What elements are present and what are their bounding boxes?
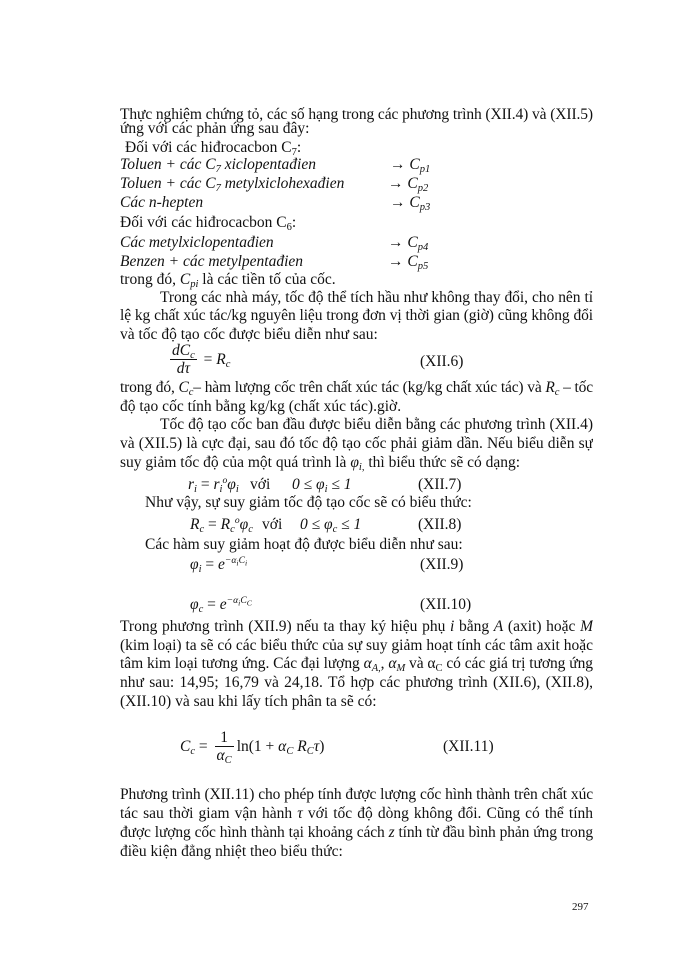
reaction-lhs (120, 253, 303, 271)
text-segment: → (388, 234, 408, 251)
equation (190, 516, 253, 534)
text-line (160, 416, 593, 434)
text-segment: được lượng cốc hình thành tại khoảng cách (120, 824, 389, 841)
text-segment: tác sau thời giam vận hành (120, 805, 298, 822)
text-segment: bằng (454, 618, 494, 635)
fraction (170, 342, 197, 377)
text-segment: C (407, 175, 418, 192)
reaction-product (388, 253, 428, 271)
text-segment: với (262, 516, 283, 533)
subscript: M (396, 663, 406, 673)
text-line (145, 494, 472, 512)
equation-text (250, 476, 270, 494)
text-segment: ≤ 1 (337, 516, 362, 533)
text-segment: , (380, 655, 389, 672)
text-segment: (XII.6) (420, 353, 464, 370)
text-segment: – hàm lượng cốc trên chất xúc tác (kg/kg chất xúc tác) và (193, 379, 546, 396)
subscript: C (246, 598, 252, 608)
text-segment: (XII.9) (420, 556, 464, 573)
text-segment: φ (190, 596, 199, 613)
text-segment: thì biểu thức sẽ có dạng: (364, 454, 521, 471)
text-segment: như sau: 14,95; 16,79 và 24,18. Tổ hợp các phương trình (XII.6), (XII.8), (120, 674, 593, 691)
text-segment: i (450, 618, 455, 635)
text-segment: Phương trình (XII.11) cho phép tính được lượng cốc hình thành trên chất xúc (120, 786, 593, 803)
text-segment: 297 (572, 901, 589, 913)
text-segment: C (178, 379, 189, 396)
text-segment: C (409, 156, 420, 173)
subscript: 7 (215, 164, 221, 176)
subscript: 7 (215, 183, 221, 195)
text-segment: = (203, 596, 220, 613)
text-line (120, 824, 593, 842)
equation-number (443, 738, 494, 756)
subscript: pi (190, 279, 199, 291)
text-line (145, 536, 463, 554)
reaction-product (388, 175, 428, 193)
text-segment: α (388, 655, 397, 672)
text-segment: Trong các nhà máy, tốc độ thể tích hầu như không thay đổi, cho nên tỉ (160, 289, 593, 306)
eq-numerator-sub: c (190, 350, 195, 362)
heading-c7 (125, 139, 301, 157)
text-segment: r (188, 476, 195, 493)
text-segment: Thực nghiệm chứng tỏ, các số hạng trong các phương trình (XII.4) và (XII.5) (120, 106, 593, 123)
paren-close: ) (319, 737, 325, 755)
text-segment: (XII.11) (443, 738, 494, 755)
equals-sign: = (199, 350, 217, 368)
lhs-sub: c (190, 745, 196, 757)
equation-cc (180, 729, 325, 767)
equation (188, 476, 239, 494)
text-segment: (XII.8) (418, 516, 462, 533)
text-segment: Đối với các hiđrocacbon C (125, 139, 292, 156)
equals-sign: = (195, 737, 212, 755)
equation-dcc-dtau (167, 342, 230, 377)
text-line (120, 398, 401, 416)
text-segment: C (409, 194, 420, 211)
text-line (120, 618, 593, 636)
subscript: i, (358, 462, 365, 474)
text-segment: xiclopentađien (220, 156, 316, 173)
text-segment: α (363, 655, 372, 672)
text-segment: (XII.10) (420, 596, 472, 613)
subscript: p5 (417, 261, 429, 273)
text-segment: = (201, 556, 219, 573)
text-segment: r (213, 476, 220, 493)
subscript: 6 (286, 222, 292, 234)
text-line (120, 120, 309, 138)
text-segment: tâm kim loại tương ứng. Các đại lượng (120, 655, 364, 672)
subscript: i (219, 484, 223, 496)
text-segment: metylxiclohexađien (220, 175, 345, 192)
subscript: c (332, 524, 338, 536)
subscript: i (244, 558, 248, 568)
text-segment: M (580, 618, 593, 635)
text-line (120, 655, 593, 673)
text-segment: và α (405, 655, 436, 672)
equation (190, 556, 247, 574)
subscript: c (199, 524, 205, 536)
subscript: i (194, 484, 197, 496)
eq-numerator: dC (172, 342, 191, 359)
equation-condition (292, 476, 352, 494)
text-segment: Các n-hepten (120, 194, 204, 211)
text-segment: tính từ đầu bình phản ứng trong (394, 824, 593, 841)
text-segment: trong đó, (120, 271, 180, 288)
text-line (120, 674, 593, 692)
subscript: i (236, 558, 239, 568)
text-segment: R (220, 516, 231, 533)
rhs-sub: c (225, 358, 231, 370)
heading-c6 (120, 214, 296, 232)
subscript: i (238, 598, 241, 608)
text-segment: Các hàm suy giảm hoạt độ được biểu diễn như sau: (145, 536, 463, 553)
text-segment: R (190, 516, 200, 533)
fraction-den-sub: C (224, 755, 232, 767)
text-segment: ≤ 1 (327, 476, 352, 493)
r-sub: C (306, 745, 314, 757)
text-line (120, 307, 593, 325)
text-line (120, 805, 593, 823)
text-segment: với tốc độ dòng không đổi. Cũng có thể tính (302, 805, 593, 822)
text-segment: Tốc độ tạo cốc ban đầu được biểu diễn bằng các phương trình (XII.4) (160, 416, 593, 433)
text-segment: φ (239, 516, 249, 533)
text-segment: ứng với các phản ứng sau đây: (120, 120, 310, 137)
text-segment: e (219, 596, 227, 613)
equation-text (262, 516, 282, 534)
text-segment: Toluen + các C (120, 175, 216, 192)
text-segment: Như vậy, sự suy giảm tốc độ tạo cốc sẽ có biểu thức: (145, 494, 472, 511)
subscript: i (324, 484, 328, 496)
superscript: o (222, 475, 228, 487)
page-number (572, 898, 589, 916)
subscript: A, (371, 663, 381, 673)
text-segment: → (390, 156, 410, 173)
text-line (120, 326, 378, 344)
subscript: 7 (291, 147, 297, 159)
subscript: c (198, 604, 204, 616)
text-segment: φ (190, 556, 199, 573)
reaction-lhs (120, 156, 316, 174)
text-segment: lệ kg chất xúc tác/kg nguyên liệu trong đơn vị thời gian (giờ) cũng không đổi (120, 307, 593, 324)
text-segment: – tốc (559, 379, 593, 396)
subscript: p3 (419, 202, 431, 214)
text-segment: Toluen + các C (120, 156, 216, 173)
equation-number (420, 556, 463, 574)
text-segment: 0 ≤ φ (300, 516, 333, 533)
text-segment: z (388, 824, 395, 841)
text-segment: độ tạo cốc tính bằng kg/kg (chất xúc tác).giờ. (120, 398, 402, 415)
text-line (120, 271, 336, 289)
equation-number (418, 476, 461, 494)
superscript: o (234, 515, 240, 527)
text-line (120, 786, 593, 804)
subscript: p1 (419, 164, 431, 176)
text-segment: 0 ≤ φ (292, 476, 325, 493)
text-segment: : (296, 139, 302, 156)
paren-open: (1 + (248, 737, 279, 755)
text-segment: Đối với các hiđrocacbon C (120, 214, 287, 231)
subscript: p4 (417, 242, 429, 254)
tau: τ (313, 737, 320, 755)
ln-text: ln (236, 737, 249, 755)
subscript: i (235, 484, 239, 496)
reaction-lhs (120, 175, 344, 193)
reaction-product (390, 194, 430, 212)
text-segment: (axit) hoặc (503, 618, 581, 635)
alpha: α (278, 737, 287, 755)
text-segment: C (179, 271, 191, 288)
text-segment: τ (297, 805, 303, 822)
reaction-product (388, 234, 428, 252)
subscript: p2 (417, 183, 429, 195)
text-segment: điều kiện đẳng nhiệt theo biểu thức: (120, 843, 343, 860)
text-line (120, 693, 377, 711)
text-segment: → (388, 175, 408, 192)
reaction-product (390, 156, 430, 174)
text-segment: Các metylxiclopentađien (120, 234, 274, 251)
equation-number (418, 516, 461, 534)
text-segment: → (390, 194, 410, 211)
text-segment: : (291, 214, 297, 231)
text-segment: A (493, 618, 504, 635)
text-segment: φ (227, 476, 236, 493)
text-segment: Benzen + các metylpentađien (120, 253, 304, 270)
text-segment: là các tiền tố của cốc. (198, 271, 336, 288)
text-segment: φ (350, 454, 359, 471)
text-segment: có các giá trị tương ứng (442, 655, 593, 672)
superscript: −α (226, 595, 239, 607)
text-segment: C (407, 234, 418, 251)
text-segment: e (218, 556, 225, 573)
text-segment: với (250, 476, 271, 493)
subscript: c (188, 387, 194, 397)
subscript: c (230, 524, 235, 536)
superscript: C (240, 595, 247, 607)
fraction-numerator: 1 (220, 729, 228, 746)
text-segment: (XII.7) (418, 476, 462, 493)
subscript: C (435, 663, 443, 673)
reaction-lhs (120, 234, 274, 252)
reaction-lhs (120, 194, 203, 212)
text-line (120, 435, 593, 453)
subscript: c (554, 387, 560, 397)
r-var: R (293, 737, 307, 755)
equation-number (420, 596, 471, 614)
alpha-sub: C (286, 745, 294, 757)
text-line (160, 289, 593, 307)
text-segment: và tốc độ tạo cốc được biểu diễn như sau: (120, 326, 378, 343)
text-segment: C (407, 253, 418, 270)
rhs-var: R (216, 350, 226, 368)
text-line (120, 843, 343, 861)
subscript: i (198, 564, 202, 576)
text-segment: trong đó, (120, 379, 179, 396)
equation-number (420, 353, 463, 371)
text-segment: (XII.10) và sau khi lấy tích phân ta sẽ có: (120, 693, 377, 710)
equation-condition (300, 516, 361, 534)
subscript: c (248, 524, 253, 536)
text-segment: = (196, 476, 214, 493)
text-segment: suy giảm tốc độ của một quá trình là (120, 454, 351, 471)
equation (190, 596, 252, 614)
fraction-den-var: α (216, 747, 225, 764)
text-segment: Trong phương trình (XII.9) nếu ta thay ký hiệu phụ (120, 618, 451, 635)
text-segment: R (545, 379, 555, 396)
text-line (120, 637, 593, 655)
lhs-var: C (180, 737, 191, 755)
text-segment: → (388, 253, 408, 270)
superscript: C (238, 555, 245, 567)
text-segment: (kim loại) ta sẽ có các biểu thức của sự suy giảm hoạt tính các tâm axit hoặc (120, 637, 593, 654)
eq-denominator: dτ (176, 360, 191, 377)
text-segment: và (XII.5) là cực đại, sau đó tốc độ tạo cốc phải giảm dần. Nếu biểu diễn sự (120, 435, 593, 452)
superscript: −α (224, 555, 237, 567)
text-line (120, 454, 520, 472)
fraction (215, 729, 234, 767)
text-line (120, 379, 593, 397)
text-segment: = (204, 516, 221, 533)
